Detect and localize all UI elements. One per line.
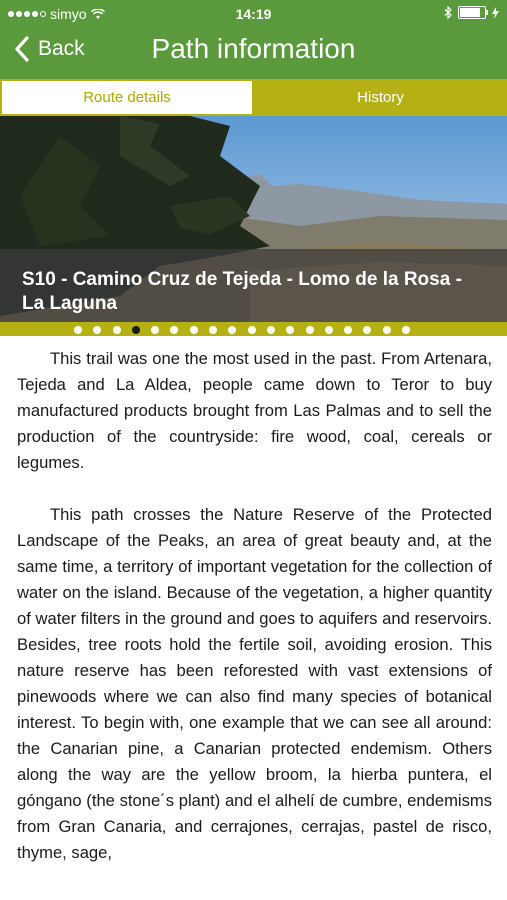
description-paragraph: This trail was one the most used in the past. From Artenara, Tejeda and La Aldea, people came down to Teror to buy manufactured products brought from Las Palmas and to sell the production of the countryside: fire wood, coal, cereals or legumes. xyxy=(17,349,492,472)
pager-dot[interactable] xyxy=(383,326,391,334)
photo-pager[interactable] xyxy=(0,322,507,336)
pager-dot[interactable] xyxy=(344,326,352,334)
pager-dot[interactable] xyxy=(402,326,410,334)
pager-dot[interactable] xyxy=(248,326,256,334)
bluetooth-icon xyxy=(444,6,452,19)
pager-dot[interactable] xyxy=(93,326,101,334)
description-paragraph: This path crosses the Nature Reserve of the Protected Landscape of the Peaks, an area of great beauty and, at the same time, a territory of important vegetation for the collection of water on the island. Because of the vegetation, a higher quantity of water filters in the ground and goes to aquifers and reservoirs. Besides, tree roots hold the fertile soil, avoiding erosion. This nature reserve has been reforested with vast extensions of pinewoods where we can also find many species of botanical interest. To begin with, one example that we can see all around: the Canarian pine, a Canarian protected endemism. Others along the way are the yellow broom, la hierba puntera, el góngano (the stone´s plant) and el alhelí de cumbre, endemisms from Gran Canaria, and cerrajones, cerrajas, pastel de risco, thyme, sage, xyxy=(17,505,492,862)
pager-dot[interactable] xyxy=(363,326,371,334)
carrier-label: simyo xyxy=(50,6,87,22)
pager-dot[interactable] xyxy=(151,326,159,334)
pager-dot[interactable] xyxy=(325,326,333,334)
status-right xyxy=(444,6,499,19)
pager-dot[interactable] xyxy=(113,326,121,334)
tab-history[interactable]: History xyxy=(357,89,404,106)
charging-bolt-icon xyxy=(492,7,499,19)
pager-dot[interactable] xyxy=(267,326,275,334)
pager-dot[interactable] xyxy=(209,326,217,334)
pager-dot[interactable] xyxy=(132,326,140,334)
status-bar xyxy=(0,0,507,28)
status-time: 14:19 xyxy=(235,6,272,22)
route-photo[interactable] xyxy=(0,116,507,323)
tab-route-details[interactable]: Route details xyxy=(2,81,252,114)
route-title: S10 - Camino Cruz de Tejeda - Lomo de la Rosa - La Laguna xyxy=(22,269,462,314)
navigation-header xyxy=(0,0,507,79)
pager-dot[interactable] xyxy=(74,326,82,334)
pager-dot[interactable] xyxy=(306,326,314,334)
pager-dot[interactable] xyxy=(228,326,236,334)
segmented-tabs xyxy=(0,79,507,116)
page-title: Path information xyxy=(151,33,356,64)
back-label: Back xyxy=(38,37,85,60)
pager-dot[interactable] xyxy=(286,326,294,334)
pager-dot[interactable] xyxy=(170,326,178,334)
pager-dots xyxy=(74,326,410,334)
pager-dot[interactable] xyxy=(190,326,198,334)
route-description xyxy=(17,346,492,892)
battery-charging-icon xyxy=(458,6,486,19)
